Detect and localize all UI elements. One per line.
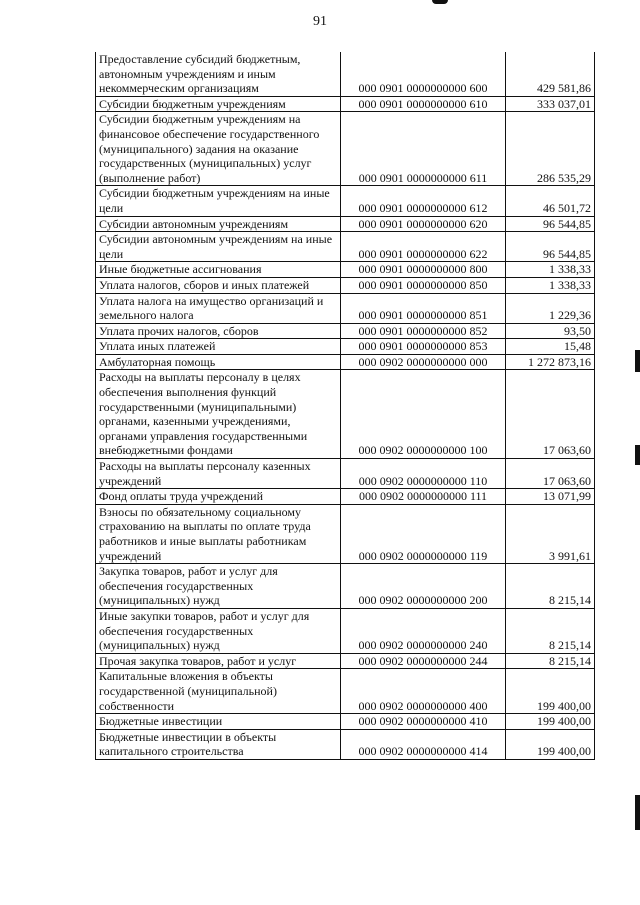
row-name-cell: Уплата налога на имущество организаций и земельного налога (96, 293, 341, 323)
row-code-cell: 000 0902 0000000000 119 (341, 504, 506, 563)
scan-artifact-right-2 (635, 445, 640, 465)
row-name-cell: Уплата налогов, сборов и иных платежей (96, 277, 341, 293)
table-row (96, 186, 595, 216)
row-amount-cell: 8 215,14 (506, 608, 595, 653)
table-row (96, 354, 595, 370)
row-amount-cell: 13 071,99 (506, 489, 595, 505)
row-code-cell: 000 0902 0000000000 244 (341, 653, 506, 669)
row-name-cell: Взносы по обязательному социальному страхованию на выплаты по оплате труда работников и иные выплаты работникам учреждений (96, 504, 341, 563)
row-amount-cell: 96 544,85 (506, 232, 595, 262)
row-name-cell: Закупка товаров, работ и услуг для обеспечения государственных (муниципальных) нужд (96, 564, 341, 609)
row-amount-cell: 93,50 (506, 323, 595, 339)
row-code-cell: 000 0902 0000000000 240 (341, 608, 506, 653)
row-amount-cell: 8 215,14 (506, 653, 595, 669)
row-code-cell: 000 0902 0000000000 100 (341, 370, 506, 459)
row-name-cell: Фонд оплаты труда учреждений (96, 489, 341, 505)
row-name-cell: Уплата прочих налогов, сборов (96, 323, 341, 339)
table-row (96, 96, 595, 112)
page-number: 91 (313, 14, 327, 29)
row-code-cell: 000 0901 0000000000 851 (341, 293, 506, 323)
table-row (96, 293, 595, 323)
row-name-cell: Субсидии автономным учреждениям (96, 216, 341, 232)
scan-artifact-right-1 (635, 350, 640, 372)
row-amount-cell: 96 544,85 (506, 216, 595, 232)
row-name-cell: Субсидии бюджетным учреждениям (96, 96, 341, 112)
table-row (96, 339, 595, 355)
scan-artifact-top (432, 0, 448, 4)
row-name-cell: Расходы на выплаты персоналу казенных учреждений (96, 459, 341, 489)
row-amount-cell: 17 063,60 (506, 370, 595, 459)
row-amount-cell: 46 501,72 (506, 186, 595, 216)
table-row (96, 459, 595, 489)
row-code-cell: 000 0901 0000000000 611 (341, 112, 506, 186)
row-name-cell: Предоставление субсидий бюджетным, автономным учреждениям и иным некоммерческим организациям (96, 52, 341, 96)
table-row (96, 262, 595, 278)
row-code-cell: 000 0902 0000000000 110 (341, 459, 506, 489)
row-name-cell: Капитальные вложения в объекты государственной (муниципальной) собственности (96, 669, 341, 714)
row-amount-cell: 3 991,61 (506, 504, 595, 563)
table-row (96, 232, 595, 262)
row-amount-cell: 17 063,60 (506, 459, 595, 489)
table-row (96, 608, 595, 653)
row-amount-cell: 199 400,00 (506, 714, 595, 730)
row-code-cell: 000 0901 0000000000 850 (341, 277, 506, 293)
row-code-cell: 000 0901 0000000000 853 (341, 339, 506, 355)
table-row (96, 729, 595, 759)
row-code-cell: 000 0902 0000000000 200 (341, 564, 506, 609)
table-row (96, 653, 595, 669)
row-name-cell: Субсидии автономным учреждениям на иные цели (96, 232, 341, 262)
table-row (96, 277, 595, 293)
table-row (96, 669, 595, 714)
row-name-cell: Прочая закупка товаров, работ и услуг (96, 653, 341, 669)
row-code-cell: 000 0901 0000000000 800 (341, 262, 506, 278)
table-row (96, 504, 595, 563)
scan-artifact-right-3 (635, 795, 640, 830)
table-row (96, 564, 595, 609)
row-amount-cell: 199 400,00 (506, 729, 595, 759)
table-row (96, 714, 595, 730)
table-row (96, 489, 595, 505)
row-amount-cell: 1 229,36 (506, 293, 595, 323)
row-name-cell: Иные бюджетные ассигнования (96, 262, 341, 278)
row-amount-cell: 286 535,29 (506, 112, 595, 186)
row-amount-cell: 1 338,33 (506, 277, 595, 293)
row-code-cell: 000 0902 0000000000 400 (341, 669, 506, 714)
row-name-cell: Расходы на выплаты персоналу в целях обеспечения выполнения функций государственными (муниципальными) органами, казенными учреждениями, органами управления государственными внебюджетными фондами (96, 370, 341, 459)
table-row (96, 323, 595, 339)
row-amount-cell: 333 037,01 (506, 96, 595, 112)
table-row (96, 52, 595, 96)
row-amount-cell: 1 272 873,16 (506, 354, 595, 370)
row-amount-cell: 15,48 (506, 339, 595, 355)
budget-table-body (96, 52, 595, 759)
row-code-cell: 000 0901 0000000000 600 (341, 52, 506, 96)
row-code-cell: 000 0901 0000000000 620 (341, 216, 506, 232)
row-amount-cell: 8 215,14 (506, 564, 595, 609)
budget-table (95, 52, 595, 760)
row-code-cell: 000 0901 0000000000 610 (341, 96, 506, 112)
table-row (96, 216, 595, 232)
row-code-cell: 000 0902 0000000000 410 (341, 714, 506, 730)
row-name-cell: Уплата иных платежей (96, 339, 341, 355)
row-code-cell: 000 0901 0000000000 852 (341, 323, 506, 339)
table-row (96, 370, 595, 459)
row-amount-cell: 429 581,86 (506, 52, 595, 96)
row-code-cell: 000 0902 0000000000 111 (341, 489, 506, 505)
table-row (96, 112, 595, 186)
row-name-cell: Субсидии бюджетным учреждениям на иные цели (96, 186, 341, 216)
row-name-cell: Амбулаторная помощь (96, 354, 341, 370)
row-name-cell: Бюджетные инвестиции (96, 714, 341, 730)
row-amount-cell: 199 400,00 (506, 669, 595, 714)
row-code-cell: 000 0901 0000000000 612 (341, 186, 506, 216)
row-name-cell: Субсидии бюджетным учреждениям на финансовое обеспечение государственного (муниципального) задания на оказание государственных (муниципальных) услуг (выполнение работ) (96, 112, 341, 186)
row-code-cell: 000 0902 0000000000 414 (341, 729, 506, 759)
row-code-cell: 000 0901 0000000000 622 (341, 232, 506, 262)
row-name-cell: Иные закупки товаров, работ и услуг для обеспечения государственных (муниципальных) нужд (96, 608, 341, 653)
row-name-cell: Бюджетные инвестиции в объекты капитального строительства (96, 729, 341, 759)
row-code-cell: 000 0902 0000000000 000 (341, 354, 506, 370)
row-amount-cell: 1 338,33 (506, 262, 595, 278)
